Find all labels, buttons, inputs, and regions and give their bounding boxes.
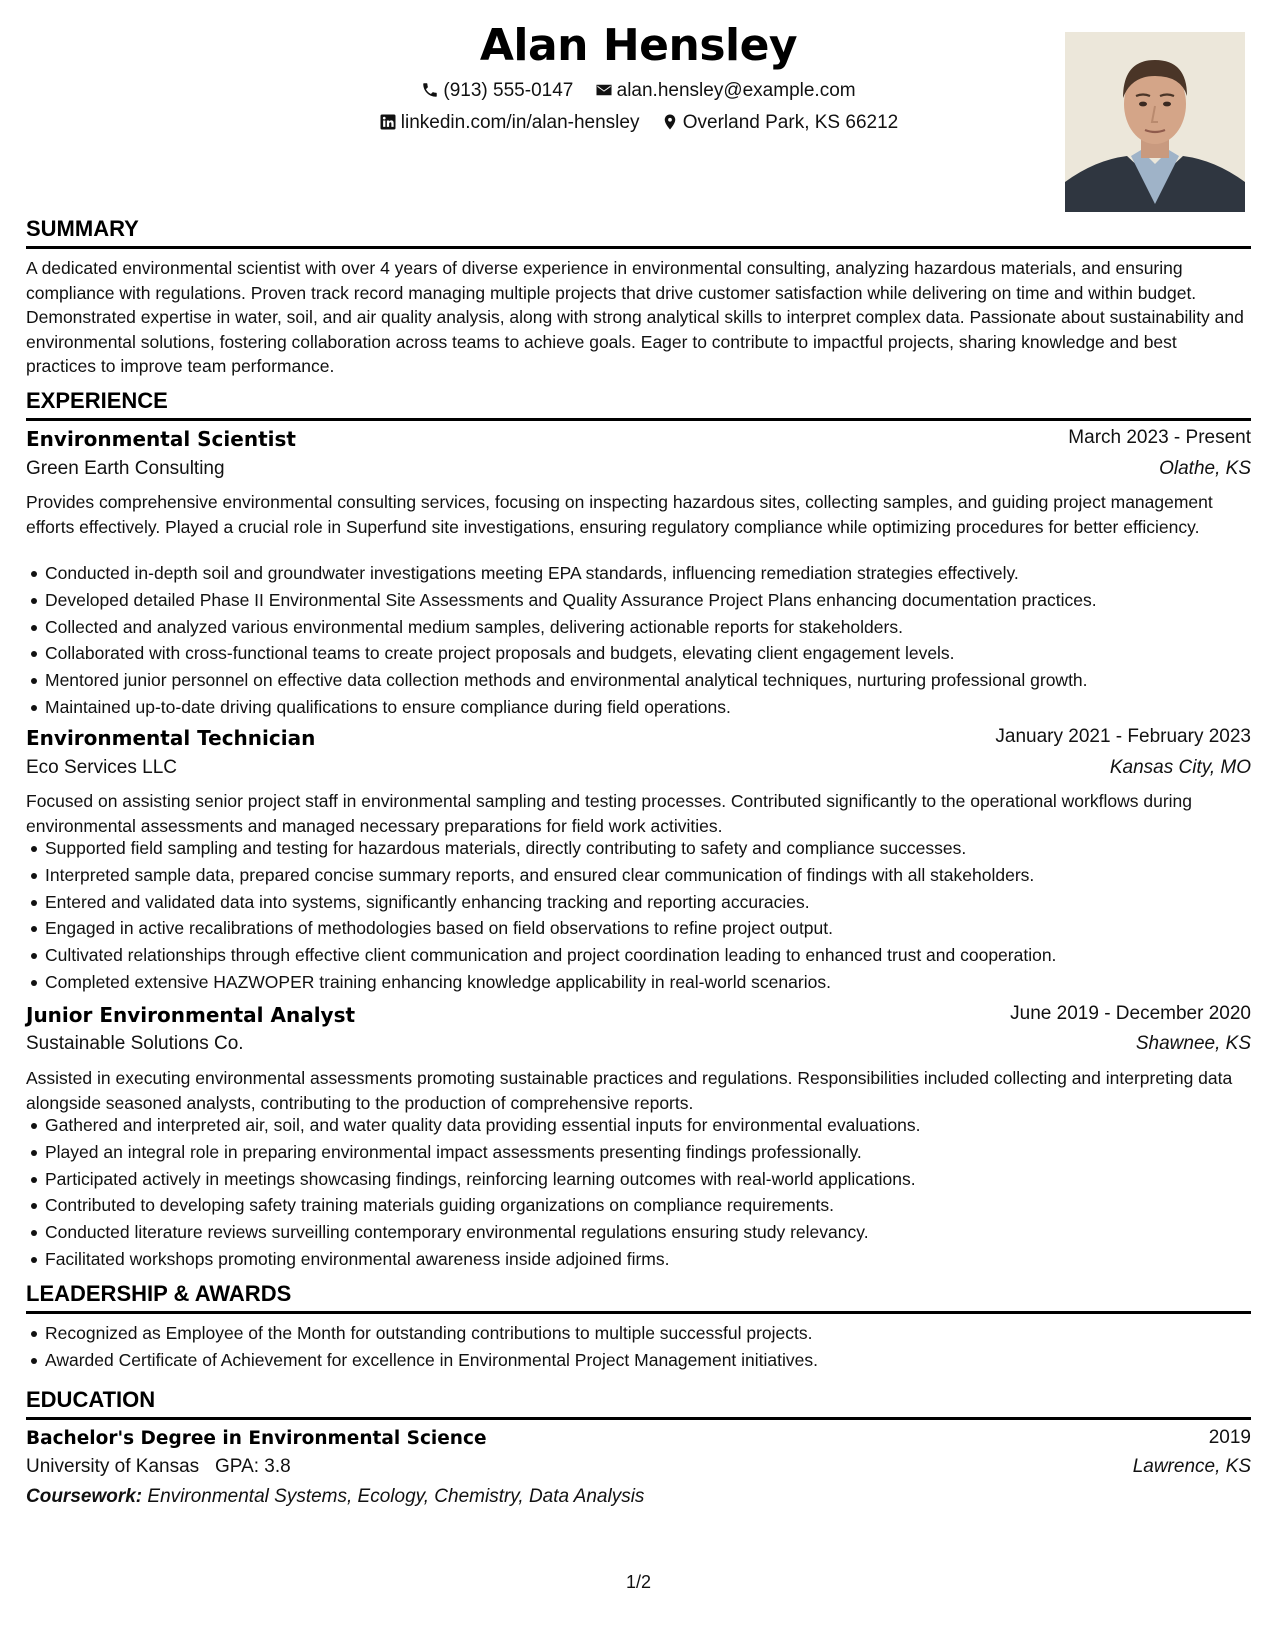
job-location: Kansas City, MO [1109,757,1251,778]
job-title: Environmental Scientist [26,427,296,451]
job-bullet: Gathered and interpreted air, soil, and water quality data providing essential inputs for environmental evaluations. [45,1112,1270,1139]
phone-icon [421,81,439,99]
job-bullet: Collected and analyzed various environmental medium samples, delivering actionable reports for stakeholders. [45,614,1270,641]
award-bullet: Recognized as Employee of the Month for outstanding contributions to multiple successful projects. [45,1320,1270,1347]
job-bullet: Engaged in active recalibrations of methodologies based on field observations to refine project output. [45,915,1270,942]
job-dates: March 2023 - Present [1068,427,1251,448]
job-title: Environmental Technician [26,726,316,750]
job-bullet: Collaborated with cross-functional teams to create project proposals and budgets, elevating client engagement levels. [45,640,1270,667]
linkedin-icon [379,113,397,131]
job-bullets [26,1112,1270,1273]
job-bullet: Participated actively in meetings showcasing findings, reinforcing learning outcomes with real-world applications. [45,1166,1270,1193]
experience-heading: EXPERIENCE [26,388,1251,421]
leadership-heading: LEADERSHIP & AWARDS [26,1281,1251,1314]
phone-contact [421,80,573,102]
job-bullet: Conducted literature reviews surveilling contemporary environmental regulations ensuring study relevancy. [45,1219,1270,1246]
job-bullets [26,560,1270,721]
coursework-line [26,1486,644,1508]
job-company: Eco Services LLC [26,757,178,778]
map-pin-icon [661,113,679,131]
job-company: Sustainable Solutions Co. [26,1033,244,1054]
job-description: Focused on assisting senior project staff in environmental sampling and testing processes. Contributed significantly to the operational workflows during environmental assessments and managed necessary preparations for field work activities. [26,791,1192,836]
graduation-year: 2019 [1208,1427,1251,1448]
job-bullet: Conducted in-depth soil and groundwater investigations meeting EPA standards, influencing remediation strategies effectively. [45,560,1270,587]
linkedin-contact[interactable] [379,112,640,134]
job-dates: June 2019 - December 2020 [1010,1003,1251,1024]
degree-title: Bachelor's Degree in Environmental Science [26,1428,487,1449]
job-bullet: Maintained up-to-date driving qualifications to ensure compliance during field operations. [45,694,1270,721]
job-bullet: Developed detailed Phase II Environmental Site Assessments and Quality Assurance Project Plans enhancing documentation practices. [45,587,1270,614]
job-location: Shawnee, KS [1135,1033,1251,1054]
gpa: GPA: 3.8 [215,1456,291,1477]
profile-photo [1065,32,1245,212]
job-description: Provides comprehensive environmental consulting services, focusing on inspecting hazardous sites, collecting samples, and guiding project management efforts effectively. Played a crucial role in Superfund site investigations, ensuring regulatory compliance while optimizing procedures for better efficiency. [26,492,1213,537]
job-description: Assisted in executing environmental assessments promoting sustainable practices and regulations. Responsibilities included collecting and interpreting data alongside seasoned analysts, contributing to the production of comprehensive reports. [26,1068,1233,1113]
school-location: Lawrence, KS [1132,1456,1251,1477]
summary-heading: SUMMARY [26,216,1251,249]
page-number: 1/2 [625,1572,652,1592]
summary-text: A dedicated environmental scientist with over 4 years of diverse experience in environmental consulting, analyzing hazardous materials, and ensuring compliance with regulations. Proven track record managing multiple projects that drive customer satisfaction while delivering on time and within budget. Demonstrated expertise in water, soil, and air quality analysis, along with strong analytical skills to interpret complex data. Passionate about sustainability and environmental solutions, fostering collaboration across teams to achieve goals. Eager to contribute to impactful projects, sharing knowledge and best practices to improve team performance. [26,258,1244,376]
email-address[interactable]: alan.hensley@example.com [616,80,856,101]
job-bullet: Cultivated relationships through effective client communication and project coordination leading to enhanced trust and cooperation. [45,942,1270,969]
job-bullet: Completed extensive HAZWOPER training enhancing knowledge applicability in real-world scenarios. [45,969,1270,996]
linkedin-url[interactable]: linkedin.com/in/alan-hensley [400,112,640,133]
school-line [26,1456,291,1478]
job-dates: January 2021 - February 2023 [995,726,1251,747]
education-heading: EDUCATION [26,1387,1251,1420]
location-text: Overland Park, KS 66212 [682,112,899,133]
phone-number: (913) 555-0147 [443,80,574,101]
job-bullet: Supported field sampling and testing for hazardous materials, directly contributing to safety and compliance successes. [45,835,1270,862]
job-bullet: Facilitated workshops promoting environmental awareness inside adjoined firms. [45,1246,1270,1273]
job-title: Junior Environmental Analyst [26,1003,356,1027]
job-bullet: Played an integral role in preparing environmental impact assessments presenting findings professionally. [45,1139,1270,1166]
leadership-bullets [26,1320,1270,1374]
email-contact[interactable] [595,80,856,102]
resume-page [26,0,1251,1650]
award-bullet: Awarded Certificate of Achievement for excellence in Environmental Project Management initiatives. [45,1347,1270,1374]
candidate-name: Alan Hensley [479,20,798,71]
job-bullets [26,835,1270,996]
job-bullet: Mentored junior personnel on effective data collection methods and environmental analytical techniques, nurturing professional growth. [45,667,1270,694]
portrait-illustration [1065,32,1245,212]
envelope-icon [595,81,613,99]
job-location: Olathe, KS [1159,458,1251,479]
job-bullet: Interpreted sample data, prepared concise summary reports, and ensured clear communication of findings with all stakeholders. [45,862,1270,889]
coursework-label: Coursework: [26,1486,143,1507]
location-contact [661,112,898,134]
job-bullet: Contributed to developing safety training materials guiding organizations on compliance requirements. [45,1192,1270,1219]
job-company: Green Earth Consulting [26,458,225,479]
coursework-list: Environmental Systems, Ecology, Chemistry, Data Analysis [147,1486,645,1507]
school-name: University of Kansas [26,1456,200,1477]
job-bullet: Entered and validated data into systems, significantly enhancing tracking and reporting accuracies. [45,889,1270,916]
